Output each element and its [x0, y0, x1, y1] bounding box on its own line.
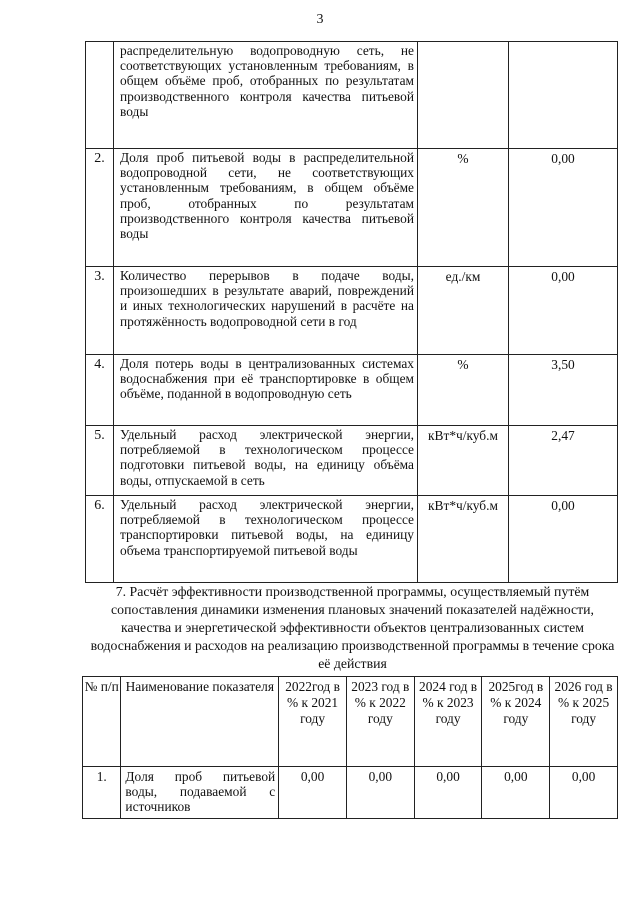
- row-number: [86, 42, 114, 149]
- value-2023: 0,00: [346, 767, 414, 819]
- indicators-table: [85, 41, 618, 583]
- value-cell: 2,47: [509, 426, 618, 496]
- table-header-row: [83, 677, 618, 767]
- header-2022: 2022год в % к 2021 году: [279, 677, 347, 767]
- table-row: [83, 767, 618, 819]
- row-number: 6.: [86, 496, 114, 583]
- unit-cell: %: [418, 149, 509, 267]
- value-cell: 3,50: [509, 355, 618, 426]
- indicator-description: Количество перерывов в подаче воды, произошедших в результате аварий, повреждений и иных технологических нарушений в расчёте на протяжённость водопроводной сети в год: [114, 267, 418, 355]
- value-2025: 0,00: [482, 767, 550, 819]
- header-indicator: Наименование показателя: [121, 677, 279, 767]
- header-2024: 2024 год в % к 2023 году: [414, 677, 482, 767]
- table-row: [86, 149, 618, 267]
- unit-cell: кВт*ч/куб.м: [418, 496, 509, 583]
- indicator-description: Доля потерь воды в централизованных системах водоснабжения при её транспортировке в общем объёме, поданной в водопроводную сеть: [114, 355, 418, 426]
- value-2026: 0,00: [550, 767, 618, 819]
- indicator-name: Доля проб питьевой воды, подаваемой с источников: [121, 767, 279, 819]
- value-2022: 0,00: [279, 767, 347, 819]
- unit-cell: ед./км: [418, 267, 509, 355]
- table-row: [86, 426, 618, 496]
- page-number: 3: [316, 12, 324, 27]
- row-number: 1.: [83, 767, 121, 819]
- row-number: 5.: [86, 426, 114, 496]
- table-row: [86, 42, 618, 149]
- indicator-description: Удельный расход электрической энергии, потребляемой в технологическом процессе подготовки питьевой воды, на единицу объёма воды, отпускаемой в сеть: [114, 426, 418, 496]
- indicator-description: Удельный расход электрической энергии, потребляемой в технологическом процессе транспортировки питьевой воды, на единицу объема транспортируемой питьевой воды: [114, 496, 418, 583]
- indicator-description: распределительную водопроводную сеть, не соответствующих установленным требованиям, в общем объёме проб, отобранных по результатам производственного контроля качества питьевой воды: [114, 42, 418, 149]
- value-cell: 0,00: [509, 496, 618, 583]
- table-row: [86, 267, 618, 355]
- efficiency-table: [82, 676, 618, 819]
- table-row: [86, 496, 618, 583]
- row-number: 4.: [86, 355, 114, 426]
- table-row: [86, 355, 618, 426]
- unit-cell: [418, 42, 509, 149]
- unit-cell: %: [418, 355, 509, 426]
- value-2024: 0,00: [414, 767, 482, 819]
- indicator-description: Доля проб питьевой воды в распределительной водопроводной сети, не соответствующих установленным требованиям, в общем объёме проб, отобранных по результатам производственного контроля качества питьевой воды: [114, 149, 418, 267]
- value-cell: [509, 42, 618, 149]
- header-number: № п/п: [83, 677, 121, 767]
- row-number: 3.: [86, 267, 114, 355]
- unit-cell: кВт*ч/куб.м: [418, 426, 509, 496]
- header-2023: 2023 год в % к 2022 году: [346, 677, 414, 767]
- value-cell: 0,00: [509, 149, 618, 267]
- value-cell: 0,00: [509, 267, 618, 355]
- header-2026: 2026 год в % к 2025 году: [550, 677, 618, 767]
- header-2025: 2025год в % к 2024 году: [482, 677, 550, 767]
- row-number: 2.: [86, 149, 114, 267]
- section-7-title: 7. Расчёт эффективности производственной программы, осуществляемый путём сопоставления динамики изменения плановых значений показателей надёжности, качества и энергетической эффективности объектов централизованных систем водоснабжения и расходов на реализацию производственной программы в течение срока её действия: [90, 584, 615, 671]
